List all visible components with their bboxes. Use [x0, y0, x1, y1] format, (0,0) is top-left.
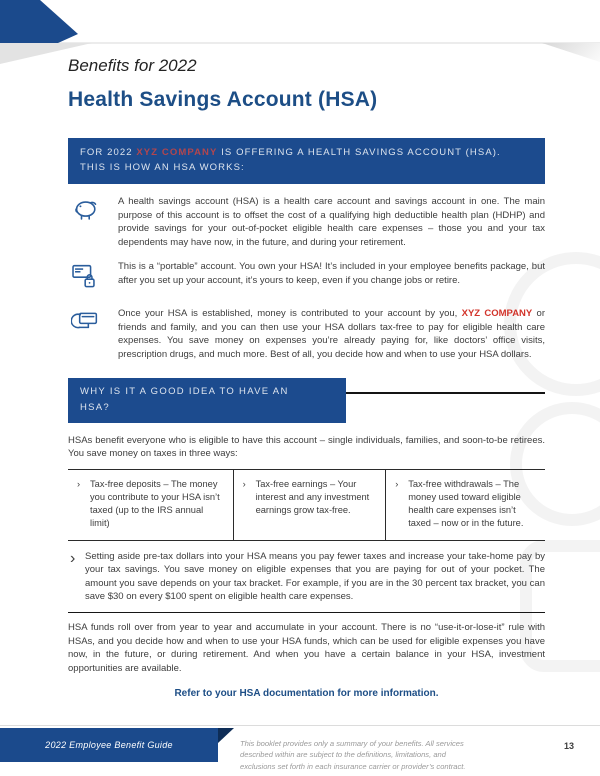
- intro-paragraph: [118, 307, 545, 361]
- piggy-bank-icon: [68, 195, 118, 249]
- banner-line-2: THIS IS HOW AN HSA WORKS:: [80, 161, 245, 173]
- table-cell-text: Tax-free deposits – The money you contribute to your HSA isn’t taxed (up to the IRS annual limit): [90, 478, 220, 528]
- table-cell-withdrawals: [385, 470, 545, 540]
- table-cell-text: Tax-free earnings – Your interest and any investment earnings grow tax-free.: [255, 478, 370, 515]
- table-cell-earnings: [233, 470, 386, 540]
- paragraph-text: A health savings account (HSA) is a health care account and savings account in one. The main purpose of this account is to offset the cost of a qualifying high deductible health plan (HDHP) and provide savings for your out-of-pocket eligible health care expenses – those you and your tax dependents may have now, in the future, and during your retirement.: [118, 196, 545, 248]
- company-name: XYZ COMPANY: [461, 308, 533, 320]
- banner-text: FOR 2022: [80, 147, 137, 158]
- bullet-icon: ›: [77, 478, 81, 489]
- page-title: Health Savings Account (HSA): [68, 88, 378, 111]
- paragraph-text: Once your HSA is established, money is contributed to your account by you,: [118, 308, 462, 320]
- bullet-icon: ›: [70, 549, 76, 567]
- hand-card-icon: [68, 307, 118, 361]
- ribbon-fold-icon: [218, 728, 234, 743]
- why-hsa-heading-box: [68, 378, 346, 422]
- bullet-icon: ›: [395, 478, 399, 489]
- main-content: [68, 56, 545, 709]
- heading-text: WHY IS IT A GOOD IDEA TO HAVE AN: [80, 386, 289, 398]
- footer-disclaimer: This booklet provides only a summary of your benefits. All services described within are subject to the definitions, limitations, and exclusions set forth in each insurance carrier or provider’s contract.: [240, 738, 466, 772]
- paragraph-text: Setting aside pre-tax dollars into your HSA means you pay fewer taxes and increase your take-home pay by your tax savings. You save money on eligible expenses that you are paying for out of your pocket. The amount you save depends on your tax bracket. For example, if you are in the 30 percent tax bracket, you can save $30 on every $100 spent on eligible health care expenses.: [85, 550, 545, 603]
- top-right-corner-wedge: [542, 43, 600, 62]
- intro-item-2: [68, 260, 545, 296]
- banner-text: IS OFFERING A HEALTH SAVINGS ACCOUNT (HSA).: [217, 147, 501, 158]
- section-divider-line: [68, 612, 545, 614]
- intro-item-1: [68, 195, 545, 249]
- paragraph-text: This is a “portable” account. You own your HSA! It’s included in your employee benefits package, but after you set up your account, it’s yours to keep, even if you change jobs or retire.: [118, 261, 545, 286]
- heading-text: HSA?: [80, 402, 111, 414]
- why-hsa-section-header: [68, 378, 545, 422]
- refer-note: Refer to your HSA documentation for more information.: [174, 688, 439, 700]
- intro-item-3: [68, 307, 545, 361]
- bullet-icon: ›: [242, 478, 246, 489]
- rollover-paragraph: HSA funds roll over from year to year and accumulate in your account. There is no “use-it-or-lose-it” rule with HSAs, and you decide how and when to use your HSA funds, which can be used for eligible expenses you have now, in the future, or during retirement. And when you have a certain balance in your HSA, investment opportunities are available.: [68, 622, 545, 674]
- tax-benefits-table: [68, 469, 545, 541]
- pretax-bullet-paragraph: [68, 550, 545, 604]
- hsa-offer-banner: [68, 138, 545, 184]
- paragraph-text: or friends and family, and you can then use your HSA dollars tax-free to pay for eligible health care expenses. You save money on expenses you’re already paying for, like doctors’ office visits, prescription drugs, and much more. Best of all, you decide how and when to use your HSA dollars.: [118, 308, 545, 360]
- card-lock-icon: [68, 260, 118, 296]
- guide-label: 2022 Employee Benefit Guide: [45, 740, 173, 750]
- company-name: XYZ COMPANY: [136, 147, 218, 158]
- intro-paragraph: [118, 195, 545, 249]
- table-cell-text: Tax-free withdrawals – The money used toward eligible health care expenses isn’t taxed – now or in the future.: [408, 478, 524, 528]
- heading-rule-line: [346, 392, 545, 394]
- section-eyebrow: Benefits for 2022: [68, 56, 197, 75]
- page-number: 13: [563, 741, 574, 751]
- footer-guide-ribbon: [0, 728, 218, 762]
- footer-divider-line: [0, 725, 600, 726]
- intro-paragraph: [118, 260, 545, 296]
- why-intro-paragraph: HSAs benefit everyone who is eligible to have this account – single individuals, families, and soon-to-be retirees. You save money on taxes in three ways:: [68, 434, 545, 460]
- banner-line-1: [80, 146, 533, 161]
- table-cell-deposits: [68, 470, 233, 540]
